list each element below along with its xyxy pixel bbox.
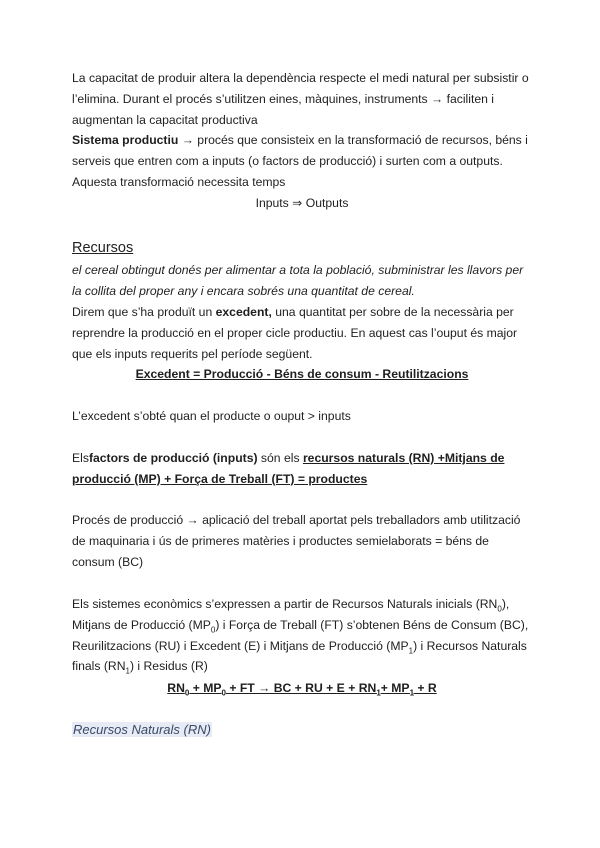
excedent-note: L’excedent s’obté quan el producte o ouput > inputs: [72, 409, 351, 423]
recursos-naturals-heading-text: Recursos Naturals (RN): [73, 722, 211, 737]
sub-0: 0: [184, 688, 190, 698]
sistemes-text-4: ) i Recursos Naturals finals (RN: [72, 638, 527, 674]
factors-els: Els: [72, 451, 89, 465]
eq-mp: + MP: [189, 681, 222, 695]
intro-paragraph: La capacitat de produir altera la dependència respecte el medi natural per subsistir o l’elimina. Durant el procés s’utilitzen eines, màquines, instruments → faciliten i augmentan la capacitat productiva: [72, 71, 529, 127]
eq-mp1: + MP: [380, 681, 410, 695]
proces-paragraph: Procés de producció → aplicació del treball aportat pels treballadors amb utilització de maquinaria i ús de primeres matèries i productes semielaborats = béns de consum (BC): [72, 513, 521, 569]
inputs-outputs-formula: Inputs ⇒ Outputs: [255, 196, 349, 210]
eq-rn: RN: [167, 681, 185, 695]
sistemes-paragraph: [72, 594, 532, 677]
excedent-paragraph: [72, 302, 532, 364]
eq-outputs: + FT → BC + RU + E + RN: [225, 681, 377, 695]
system-equation: [72, 678, 532, 699]
sub-1: 1: [125, 666, 130, 676]
sistema-productiu-term: Sistema productiu: [72, 133, 179, 147]
factors-term: factors de producció (inputs): [88, 451, 258, 465]
excedent-term: excedent,: [215, 305, 272, 319]
sub-1: 1: [408, 646, 414, 656]
sistema-productiu-definition: → procés que consisteix en la transformació de recursos, béns i serveis que entren com a inputs (o factors de producció) i surten com a outputs. Aquesta transformació necessita temps: [72, 133, 528, 189]
recursos-heading: Recursos: [72, 240, 134, 256]
cereal-example: el cereal obtingut donés per alimentar a tota la població, subministrar les llavors per la collita del proper any i encara sobrés una quantitat de cereal.: [72, 263, 524, 298]
sub-0: 0: [497, 604, 502, 614]
sistemes-text-3: ) i Força de Treball (FT) s’obtenen Béns de Consum (BC), Reurilitzacions (RU) i Excedent (E) i Mitjans de Producció (MP: [72, 617, 529, 653]
sub-0: 0: [221, 688, 226, 698]
sistemes-text-2: ), Mitjans de Producció (MP: [72, 597, 510, 632]
sub-1: 1: [409, 688, 415, 698]
sub-1: 1: [376, 688, 381, 698]
sub-0: 0: [210, 625, 216, 635]
factors-paragraph: [72, 448, 532, 490]
factors-formula: recursos naturals (RN) +Mitjans de producció (MP) + Força de Treball (FT) = productes: [72, 451, 505, 486]
sistema-productiu-paragraph: [72, 130, 532, 192]
recursos-naturals-heading: [72, 720, 532, 741]
excedent-intro: Direm que s’ha produït un: [72, 305, 216, 319]
factors-mid: són els: [257, 451, 303, 465]
sistemes-text-1: Els sistemes econòmics s’expressen a partir de Recursos Naturals inicials (RN: [72, 597, 498, 611]
excedent-formula: Excedent = Producció - Béns de consum - Reutilitzacions: [135, 367, 469, 381]
sistemes-text-5: ) i Residus (R): [129, 659, 208, 674]
excedent-definition: una quantitat per sobre de la necessària per reprendre la producció en el proper cicle productiu. En aquest cas l’ouput és major que els inputs requerits pel període següent.: [72, 305, 518, 361]
eq-residus: + R: [414, 681, 437, 695]
